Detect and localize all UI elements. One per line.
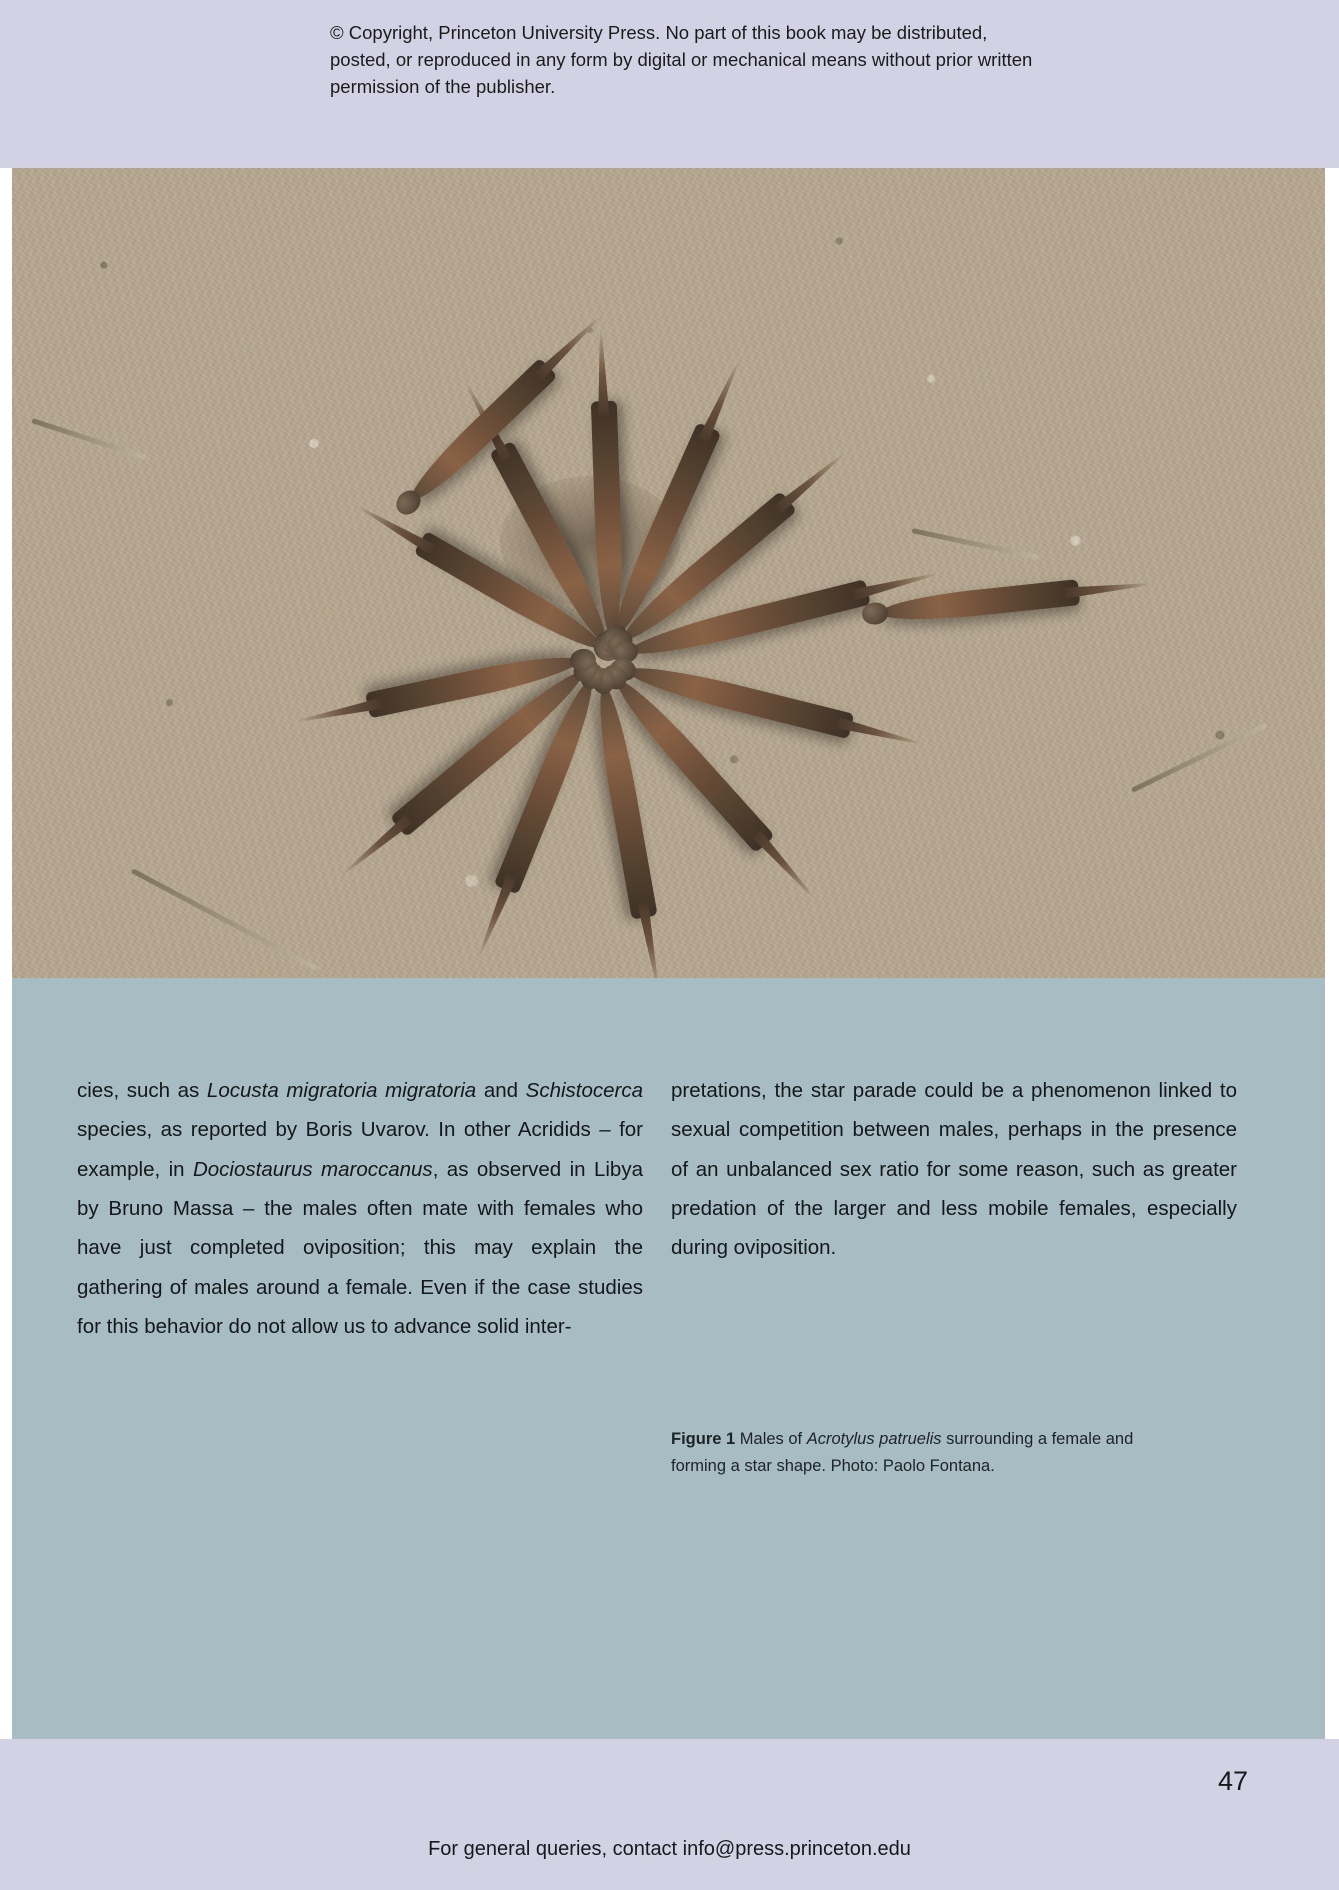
- figure-caption-text-2: surrounding a female and forming a star shape. Photo: Paolo Fontana.: [671, 1430, 1134, 1475]
- species-dociostaurus-maroccanus: Dociostaurus maroccanus: [192, 1157, 433, 1181]
- text-columns: [77, 1071, 1237, 1347]
- footer-banner: [0, 1739, 1339, 1890]
- figure-caption-species: Acrotylus patruelis: [806, 1430, 942, 1448]
- left-col-seg4: , as observed in Libya by Bruno Massa – the males often mate with females who have just completed oviposition; this may explain the gathering of males around a female. Even if the case studies for this behavior do not allow us to advance solid inter-: [77, 1157, 643, 1339]
- figure-caption: [671, 1426, 1171, 1479]
- species-schistocerca: Schistocerca: [525, 1079, 643, 1102]
- body-text-block: [12, 978, 1325, 1739]
- copyright-notice: © Copyright, Princeton University Press. No part of this book may be distributed, posted, or reproduced in any form by digital or mechanical means without prior written permission of the publisher.: [330, 22, 1033, 97]
- species-locusta-migratoria: Locusta migratoria migratoria: [206, 1079, 477, 1102]
- left-column: [77, 1071, 643, 1347]
- left-col-seg2: and: [476, 1079, 526, 1102]
- left-col-seg3: species, as reported by Boris Uvarov. In other Acridids – for example, in: [77, 1118, 643, 1181]
- right-col-text: pretations, the star parade could be a phenomenon linked to sexual competition between males, perhaps in the presence of an unbalanced sex ratio for some reason, such as greater predation of the larger and less mobile females, especially during oviposition.: [671, 1079, 1237, 1260]
- copyright-banner: [0, 0, 1339, 168]
- right-column: [671, 1071, 1237, 1347]
- figure-caption-label: Figure 1: [671, 1430, 736, 1448]
- general-queries-text: For general queries, contact info@press.princeton.edu: [428, 1838, 911, 1860]
- page-number: 47: [1218, 1766, 1249, 1796]
- figure-photo: [12, 168, 1325, 978]
- figure-caption-text-1: Males of: [735, 1430, 807, 1448]
- photo-grain-texture: [12, 168, 1325, 978]
- left-col-seg1: cies, such as: [77, 1079, 207, 1102]
